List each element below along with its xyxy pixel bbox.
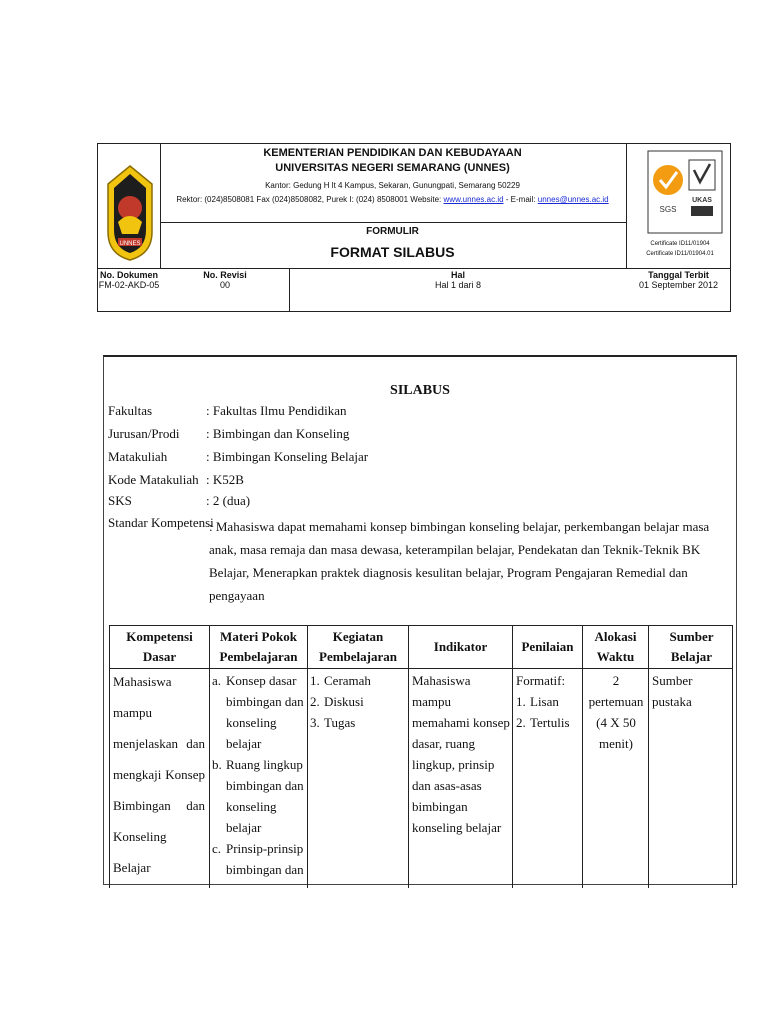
unnes-logo-icon bbox=[104, 162, 156, 262]
syllabus-table bbox=[109, 625, 733, 888]
revision-number bbox=[161, 270, 289, 290]
office-address: Kantor: Gedung H lt 4 Kampus, Sekaran, Gunungpati, Semarang 50229 bbox=[265, 181, 520, 190]
list-item: 2. Diskusi bbox=[310, 694, 364, 709]
list-item: 2. Tertulis bbox=[516, 715, 570, 730]
indicator-cell: Mahasiswa mampu memahami konsep dasar, ruang lingkup, prinsip dan asas-asas bimbingan konseling belajar bbox=[412, 673, 510, 835]
contact-prefix: Rektor: (024)8508081 Fax (024)8508082, Purek I: (024) 8508001 Website: bbox=[176, 195, 444, 204]
field-value: : Bimbingan dan Konseling bbox=[206, 426, 350, 441]
assessment-cell bbox=[516, 670, 580, 733]
iso-certification-icon bbox=[647, 150, 723, 234]
certificate-id-2: Certificate ID11/01904.01 bbox=[646, 251, 714, 257]
document-number-label: No. Dokumen bbox=[99, 270, 158, 280]
logo-text: UNNES bbox=[119, 241, 141, 247]
university-name: UNIVERSITAS NEGERI SEMARANG (UNNES) bbox=[275, 162, 510, 174]
page-label: Hal bbox=[450, 270, 465, 280]
header-competency: Kompetensi Dasar bbox=[126, 629, 193, 664]
field-department bbox=[108, 426, 349, 442]
field-value: : K52B bbox=[206, 472, 244, 487]
publish-date-value: 01 September 2012 bbox=[638, 280, 719, 290]
revision-value: 00 bbox=[219, 280, 230, 290]
publish-date-label: Tanggal Terbit bbox=[648, 270, 709, 280]
header-learning-source: Sumber Belajar bbox=[669, 629, 714, 664]
field-faculty bbox=[108, 403, 346, 419]
page-number bbox=[290, 270, 626, 290]
field-course bbox=[108, 449, 368, 465]
header-activity: Kegiatan Pembelajaran bbox=[319, 629, 397, 664]
competency-cell: Mahasiswa mampu menjelaskan dan mengkaji Konsep Bimbingan dan Konseling Belajar bbox=[113, 674, 205, 875]
field-label: SKS bbox=[108, 493, 132, 508]
list-item: c. Prinsip-prinsip bimbingan dan bbox=[212, 841, 304, 877]
header-assessment: Penilaian bbox=[521, 639, 574, 654]
list-item: 1. Ceramah bbox=[310, 673, 371, 688]
material-cell bbox=[212, 670, 304, 880]
ministry-name: KEMENTERIAN PENDIDIKAN DAN KEBUDAYAAN bbox=[263, 147, 522, 159]
certificate-id-1: Certificate ID11/01904 bbox=[650, 241, 710, 247]
field-value: : Bimbingan Konseling Belajar bbox=[206, 449, 369, 464]
field-course-code bbox=[108, 472, 244, 488]
header-time-allocation: Alokasi Waktu bbox=[594, 629, 637, 664]
standard-competency-value: : Mahasiswa dapat memahami konsep bimbingan konseling belajar, perkembangan belajar masa anak, masa remaja dan masa dewasa, keterampilan belajar, Pendekatan dan Teknik-Teknik BK Belajar, Menerapkan praktek diagnosis kesulitan belajar, Program Pengajaran Remedial dan pengayaan bbox=[209, 519, 710, 603]
cert-ukas-text: UKAS bbox=[692, 197, 712, 204]
email-prefix: - E-mail: bbox=[503, 195, 538, 204]
email-link[interactable]: unnes@unnes.ac.id bbox=[537, 195, 609, 204]
activity-cell bbox=[310, 670, 406, 733]
field-label: Kode Matakuliah bbox=[108, 472, 199, 487]
document-number bbox=[98, 270, 160, 290]
header-indicator: Indikator bbox=[433, 639, 488, 654]
page-value: Hal 1 dari 8 bbox=[434, 280, 482, 290]
list-item: b. Ruang lingkup bimbingan dan konseling belajar bbox=[212, 757, 304, 835]
field-label: Matakuliah bbox=[108, 449, 168, 464]
field-credits bbox=[108, 493, 250, 509]
field-label: Fakultas bbox=[108, 403, 153, 418]
publish-date bbox=[627, 270, 730, 290]
standard-competency-label: Standar Kompetensi bbox=[108, 515, 214, 530]
form-label: FORMULIR bbox=[366, 226, 419, 237]
list-item: 1. Lisan bbox=[516, 694, 559, 709]
time-allocation-cell: 2 pertemuan (4 X 50 menit) bbox=[588, 673, 644, 751]
field-label: Jurusan/Prodi bbox=[108, 426, 180, 441]
document-header-form bbox=[97, 143, 731, 312]
list-item: a. Konsep dasar bimbingan dan konseling belajar bbox=[212, 673, 304, 751]
website-link[interactable]: www.unnes.ac.id bbox=[443, 195, 504, 204]
learning-source-cell: Sumber pustaka bbox=[652, 673, 693, 709]
syllabus-title: SILABUS bbox=[390, 383, 450, 398]
contact-line bbox=[160, 195, 625, 204]
form-title: FORMAT SILABUS bbox=[330, 244, 455, 260]
field-value: : 2 (dua) bbox=[206, 493, 251, 508]
syllabus-page bbox=[103, 355, 737, 885]
header-material: Materi Pokok Pembelajaran bbox=[219, 629, 298, 664]
field-value: : Fakultas Ilmu Pendidikan bbox=[206, 403, 347, 418]
document-number-value: FM-02-AKD-05 bbox=[98, 280, 160, 290]
cert-sgs-text: SGS bbox=[659, 205, 677, 214]
assessment-title: Formatif: bbox=[516, 673, 566, 688]
list-item: 3. Tugas bbox=[310, 715, 356, 730]
revision-label: No. Revisi bbox=[203, 270, 247, 280]
